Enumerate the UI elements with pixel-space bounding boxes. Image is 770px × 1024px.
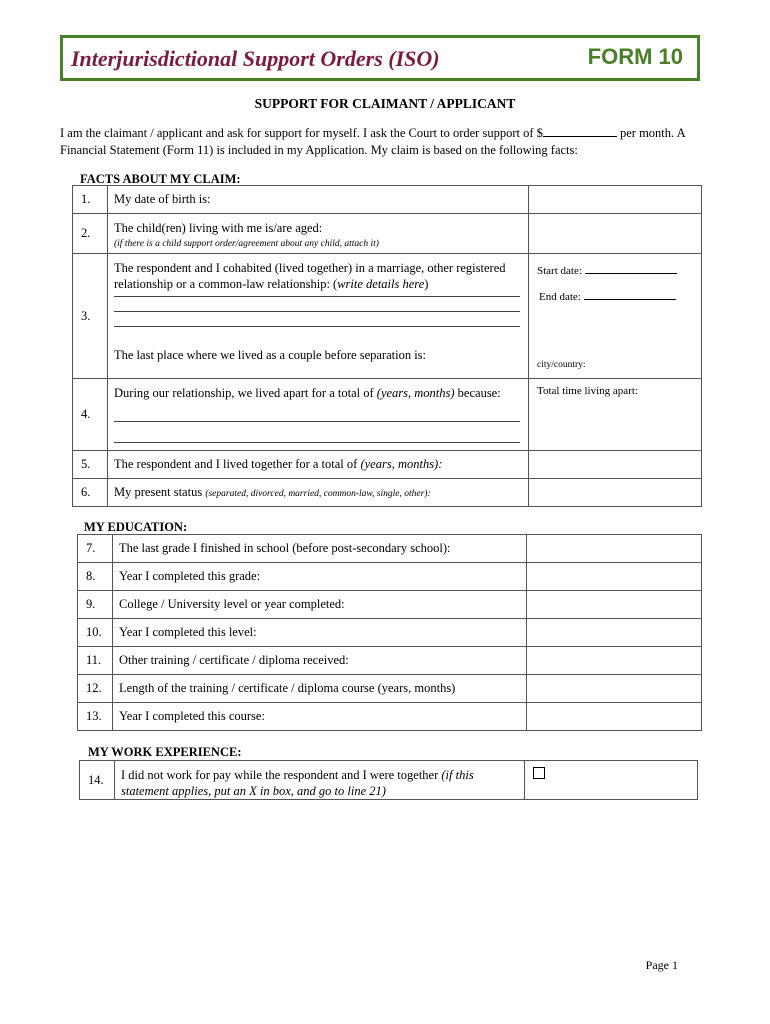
table-row — [73, 379, 702, 451]
start-date-row — [529, 254, 701, 277]
row-label: Year I completed this course: — [113, 703, 527, 731]
answer-field[interactable] — [527, 703, 702, 731]
row-number: 6. — [73, 479, 108, 507]
apart-reason-line-2[interactable] — [114, 442, 520, 443]
facts-heading: FACTS ABOUT MY CLAIM: — [80, 172, 241, 186]
row-label: My date of birth is: — [108, 186, 529, 214]
answer-field[interactable] — [527, 591, 702, 619]
checkbox-cell — [525, 761, 698, 800]
cohabitation-dates-cell — [529, 254, 702, 379]
end-date-label: End date: — [539, 291, 581, 303]
form-series-title: Interjurisdictional Support Orders (ISO) — [71, 46, 440, 71]
city-country-label: city/country: — [537, 360, 586, 370]
row-label: Other training / certificate / diploma received: — [113, 647, 527, 675]
row-number: 14. — [80, 761, 115, 800]
start-date-label: Start date: — [537, 265, 582, 277]
table-row — [73, 254, 702, 379]
row-number: 11. — [78, 647, 113, 675]
row-label-cell — [108, 379, 529, 451]
intro-paragraph — [60, 125, 705, 159]
support-amount-field[interactable] — [543, 125, 617, 137]
row-label-cell — [108, 214, 529, 254]
text-emphasis: (if this statement applies, put an X in box, and go to line 21) — [121, 768, 474, 798]
education-rows — [78, 535, 702, 731]
row-number: 8. — [78, 563, 113, 591]
no-work-statement — [115, 761, 524, 799]
intro-text-2: per month. A Financial Statement (Form 11) is included in my Application. My claim is based on the following facts: — [60, 126, 685, 157]
present-status-field[interactable] — [529, 479, 702, 507]
table-row — [73, 214, 702, 254]
row-label: Length of the training / certificate / diploma course (years, months) — [113, 675, 527, 703]
education-table — [77, 534, 702, 731]
row-number: 10. — [78, 619, 113, 647]
work-heading: MY WORK EXPERIENCE: — [88, 745, 242, 759]
answer-field[interactable] — [527, 619, 702, 647]
row-label — [108, 451, 529, 479]
text-emphasis: (years, months) — [376, 386, 455, 400]
table-row — [73, 451, 702, 479]
text-emphasis: write details here — [337, 277, 425, 291]
row-label — [108, 479, 529, 507]
apart-text — [108, 379, 528, 401]
row-label-cell — [108, 254, 529, 379]
row-number: 1. — [73, 186, 108, 214]
row-number: 13. — [78, 703, 113, 731]
details-line-1[interactable] — [114, 296, 520, 297]
education-heading: MY EDUCATION: — [84, 520, 188, 534]
row-number: 5. — [73, 451, 108, 479]
answer-field[interactable] — [527, 535, 702, 563]
no-work-checkbox[interactable] — [533, 767, 545, 779]
row-number: 12. — [78, 675, 113, 703]
time-together-field[interactable] — [529, 451, 702, 479]
intro-text-1: I am the claimant / applicant and ask for support for myself. I ask the Court to order support of $ — [60, 126, 543, 140]
table-row — [78, 619, 702, 647]
text-emphasis: (years, months): — [360, 457, 443, 471]
table-row — [73, 479, 702, 507]
table-row — [78, 563, 702, 591]
apart-reason-line-1[interactable] — [114, 421, 520, 422]
text-segment: I did not work for pay while the respondent and I were together — [121, 768, 442, 782]
row-label: The child(ren) living with me is/are aged: — [114, 221, 323, 235]
work-table — [79, 760, 698, 800]
children-ages-field[interactable] — [529, 214, 702, 254]
text-segment: The respondent and I cohabited (lived together) in a marriage, other registered relationship or a common-law relationship: ( — [114, 261, 506, 291]
row-number: 3. — [73, 254, 108, 379]
answer-field[interactable] — [527, 563, 702, 591]
end-date-field[interactable] — [584, 288, 676, 300]
answer-field[interactable] — [527, 647, 702, 675]
row-label: The last grade I finished in school (before post-secondary school): — [113, 535, 527, 563]
text-segment: because: — [454, 386, 501, 400]
details-line-2[interactable] — [114, 311, 520, 312]
row-number: 7. — [78, 535, 113, 563]
text-segment: My present status — [114, 485, 206, 499]
row-label: Year I completed this level: — [113, 619, 527, 647]
start-date-field[interactable] — [585, 262, 677, 274]
table-row — [78, 591, 702, 619]
table-row — [73, 186, 702, 214]
time-apart-label: Total time living apart: — [537, 385, 638, 397]
form-header — [60, 35, 700, 81]
form-number: FORM 10 — [587, 44, 683, 69]
end-date-row — [529, 277, 701, 303]
time-apart-cell[interactable] — [529, 379, 702, 451]
last-place-label: The last place where we lived as a couple before separation is: — [114, 348, 427, 362]
row-label-cell — [115, 761, 525, 800]
text-emphasis: (separated, divorced, married, common-law, single, other): — [205, 489, 431, 499]
cohabitation-text — [108, 254, 528, 292]
text-segment: The respondent and I lived together for a total of — [114, 457, 361, 471]
table-row — [80, 761, 698, 800]
row-number: 4. — [73, 379, 108, 451]
text-segment: During our relationship, we lived apart for a total of — [114, 386, 377, 400]
row-label: Year I completed this grade: — [113, 563, 527, 591]
birth-date-field[interactable] — [529, 186, 702, 214]
answer-field[interactable] — [527, 675, 702, 703]
table-row — [78, 703, 702, 731]
facts-table — [72, 185, 702, 507]
row-note: (if there is a child support order/agreement about any child, attach it) — [114, 239, 379, 249]
row-number: 9. — [78, 591, 113, 619]
page-number: Page 1 — [645, 958, 678, 972]
row-number: 2. — [73, 214, 108, 254]
text-segment: ) — [424, 277, 429, 291]
table-row — [78, 647, 702, 675]
table-row — [78, 535, 702, 563]
row-label: College / University level or year completed: — [113, 591, 527, 619]
table-row — [78, 675, 702, 703]
page-title: SUPPORT FOR CLAIMANT / APPLICANT — [254, 96, 516, 111]
